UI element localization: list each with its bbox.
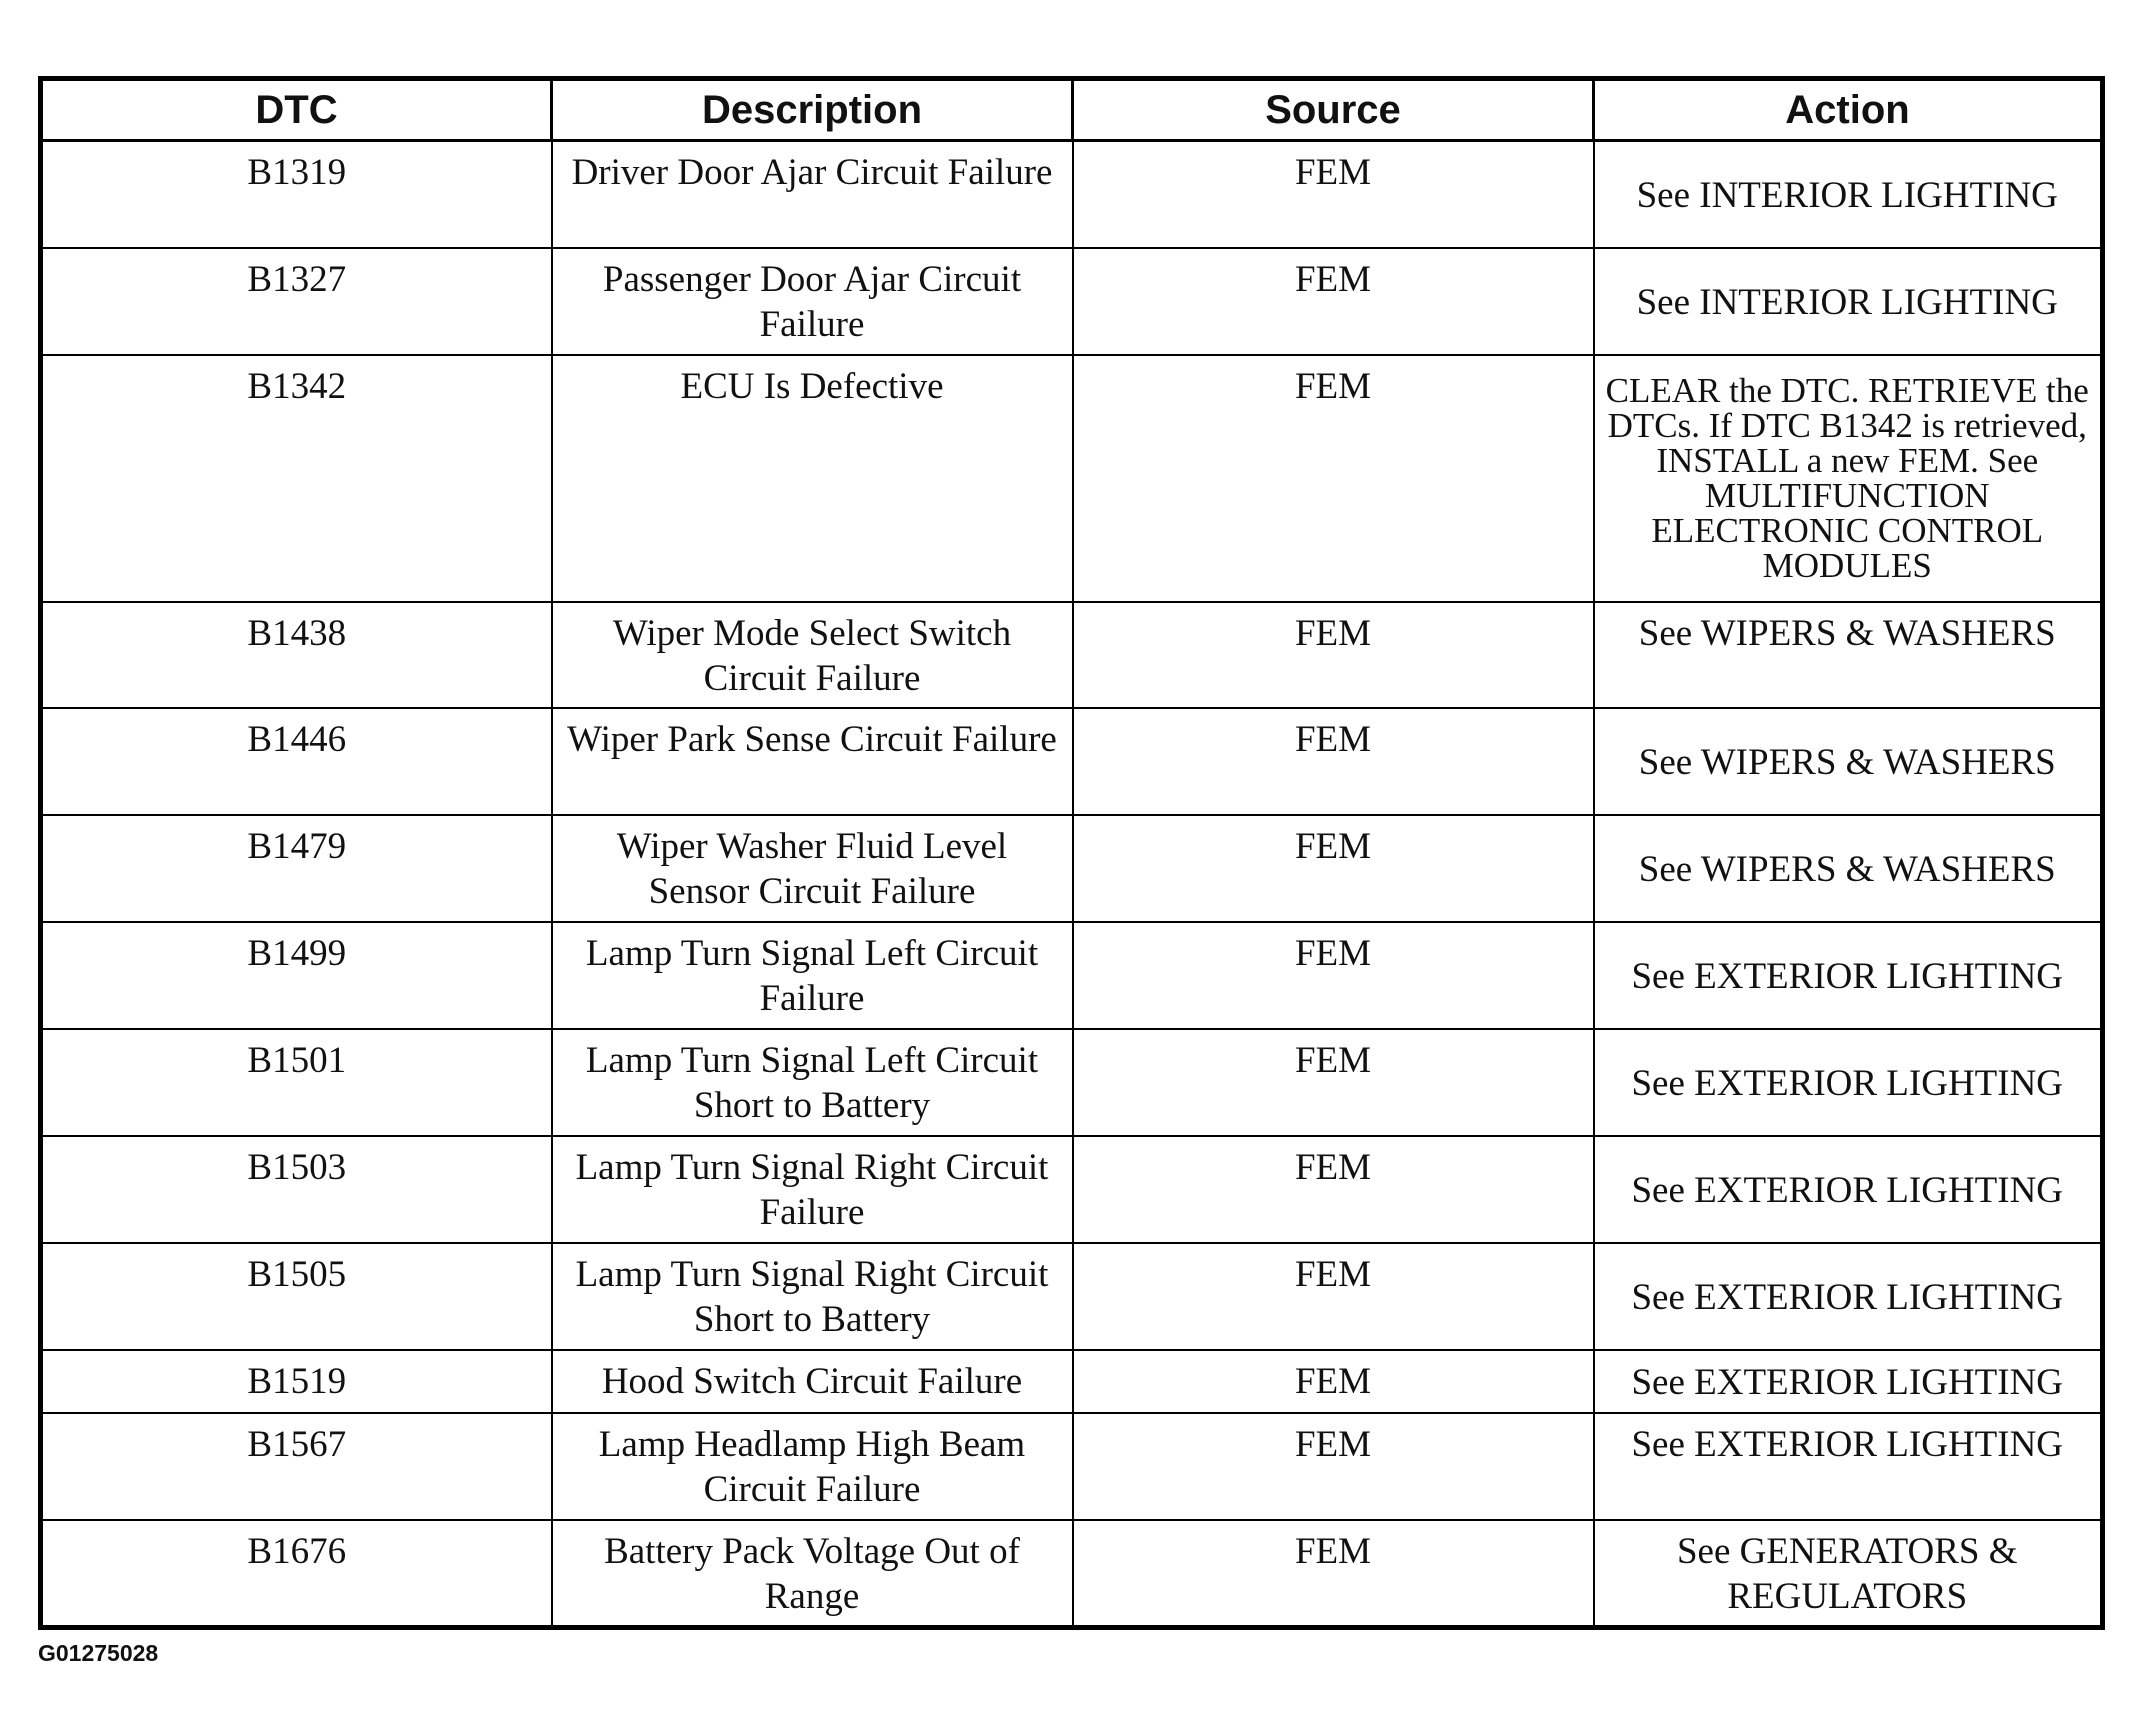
dtc-description: Passenger Door Ajar Circuit Failure <box>552 248 1073 355</box>
dtc-source: FEM <box>1073 602 1594 708</box>
header-description: Description <box>552 79 1073 141</box>
header-source: Source <box>1073 79 1594 141</box>
header-dtc: DTC <box>41 79 552 141</box>
dtc-source: FEM <box>1073 1029 1594 1136</box>
dtc-code: B1342 <box>41 355 552 602</box>
table-row <box>41 1520 2103 1628</box>
dtc-description: Wiper Mode Select Switch Circuit Failure <box>552 602 1073 708</box>
dtc-action: CLEAR the DTC. RETRIEVE the DTCs. If DTC B1342 is retrieved, INSTALL a new FEM. See MULTIFUNCTION ELECTRONIC CONTROL MODULES <box>1594 355 2103 602</box>
table-row <box>41 1136 2103 1243</box>
dtc-action: See EXTERIOR LIGHTING <box>1594 1350 2103 1413</box>
table-row <box>41 1413 2103 1520</box>
dtc-action: See EXTERIOR LIGHTING <box>1594 922 2103 1029</box>
dtc-code: B1438 <box>41 602 552 708</box>
table-row <box>41 1243 2103 1350</box>
dtc-action: See INTERIOR LIGHTING <box>1594 141 2103 248</box>
header-action: Action <box>1594 79 2103 141</box>
dtc-source: FEM <box>1073 1413 1594 1520</box>
table-row <box>41 248 2103 355</box>
dtc-code: B1479 <box>41 815 552 922</box>
dtc-source: FEM <box>1073 1350 1594 1413</box>
header-row <box>41 79 2103 141</box>
dtc-source: FEM <box>1073 1136 1594 1243</box>
dtc-source: FEM <box>1073 1243 1594 1350</box>
dtc-code: B1327 <box>41 248 552 355</box>
dtc-code: B1503 <box>41 1136 552 1243</box>
table-row <box>41 602 2103 708</box>
dtc-description: ECU Is Defective <box>552 355 1073 602</box>
dtc-code: B1501 <box>41 1029 552 1136</box>
dtc-action: See GENERATORS & REGULATORS <box>1594 1520 2103 1628</box>
dtc-description: Lamp Turn Signal Right Circuit Short to Battery <box>552 1243 1073 1350</box>
dtc-action: See WIPERS & WASHERS <box>1594 602 2103 708</box>
table-row <box>41 708 2103 815</box>
dtc-code: B1567 <box>41 1413 552 1520</box>
dtc-code: B1319 <box>41 141 552 248</box>
dtc-source: FEM <box>1073 708 1594 815</box>
dtc-code: B1676 <box>41 1520 552 1628</box>
dtc-source: FEM <box>1073 141 1594 248</box>
dtc-table <box>38 76 2105 1630</box>
dtc-action: See EXTERIOR LIGHTING <box>1594 1243 2103 1350</box>
dtc-description: Lamp Turn Signal Right Circuit Failure <box>552 1136 1073 1243</box>
dtc-action: See EXTERIOR LIGHTING <box>1594 1029 2103 1136</box>
dtc-action: See WIPERS & WASHERS <box>1594 815 2103 922</box>
dtc-source: FEM <box>1073 815 1594 922</box>
table-row <box>41 922 2103 1029</box>
dtc-action: See WIPERS & WASHERS <box>1594 708 2103 815</box>
figure-code: G01275028 <box>38 1640 159 1666</box>
dtc-action: See EXTERIOR LIGHTING <box>1594 1136 2103 1243</box>
table-row <box>41 815 2103 922</box>
table-row <box>41 1029 2103 1136</box>
dtc-code: B1519 <box>41 1350 552 1413</box>
dtc-description: Driver Door Ajar Circuit Failure <box>552 141 1073 248</box>
dtc-action: See INTERIOR LIGHTING <box>1594 248 2103 355</box>
table-row <box>41 141 2103 248</box>
dtc-action: See EXTERIOR LIGHTING <box>1594 1413 2103 1520</box>
dtc-code: B1505 <box>41 1243 552 1350</box>
table-row <box>41 1350 2103 1413</box>
dtc-description: Wiper Washer Fluid Level Sensor Circuit Failure <box>552 815 1073 922</box>
dtc-code: B1446 <box>41 708 552 815</box>
dtc-description: Lamp Turn Signal Left Circuit Short to Battery <box>552 1029 1073 1136</box>
dtc-source: FEM <box>1073 248 1594 355</box>
dtc-source: FEM <box>1073 355 1594 602</box>
dtc-description: Lamp Headlamp High Beam Circuit Failure <box>552 1413 1073 1520</box>
dtc-source: FEM <box>1073 1520 1594 1628</box>
dtc-description: Hood Switch Circuit Failure <box>552 1350 1073 1413</box>
dtc-table-container <box>38 76 2100 1630</box>
dtc-code: B1499 <box>41 922 552 1029</box>
dtc-description: Battery Pack Voltage Out of Range <box>552 1520 1073 1628</box>
table-row <box>41 355 2103 602</box>
dtc-description: Wiper Park Sense Circuit Failure <box>552 708 1073 815</box>
dtc-description: Lamp Turn Signal Left Circuit Failure <box>552 922 1073 1029</box>
dtc-source: FEM <box>1073 922 1594 1029</box>
